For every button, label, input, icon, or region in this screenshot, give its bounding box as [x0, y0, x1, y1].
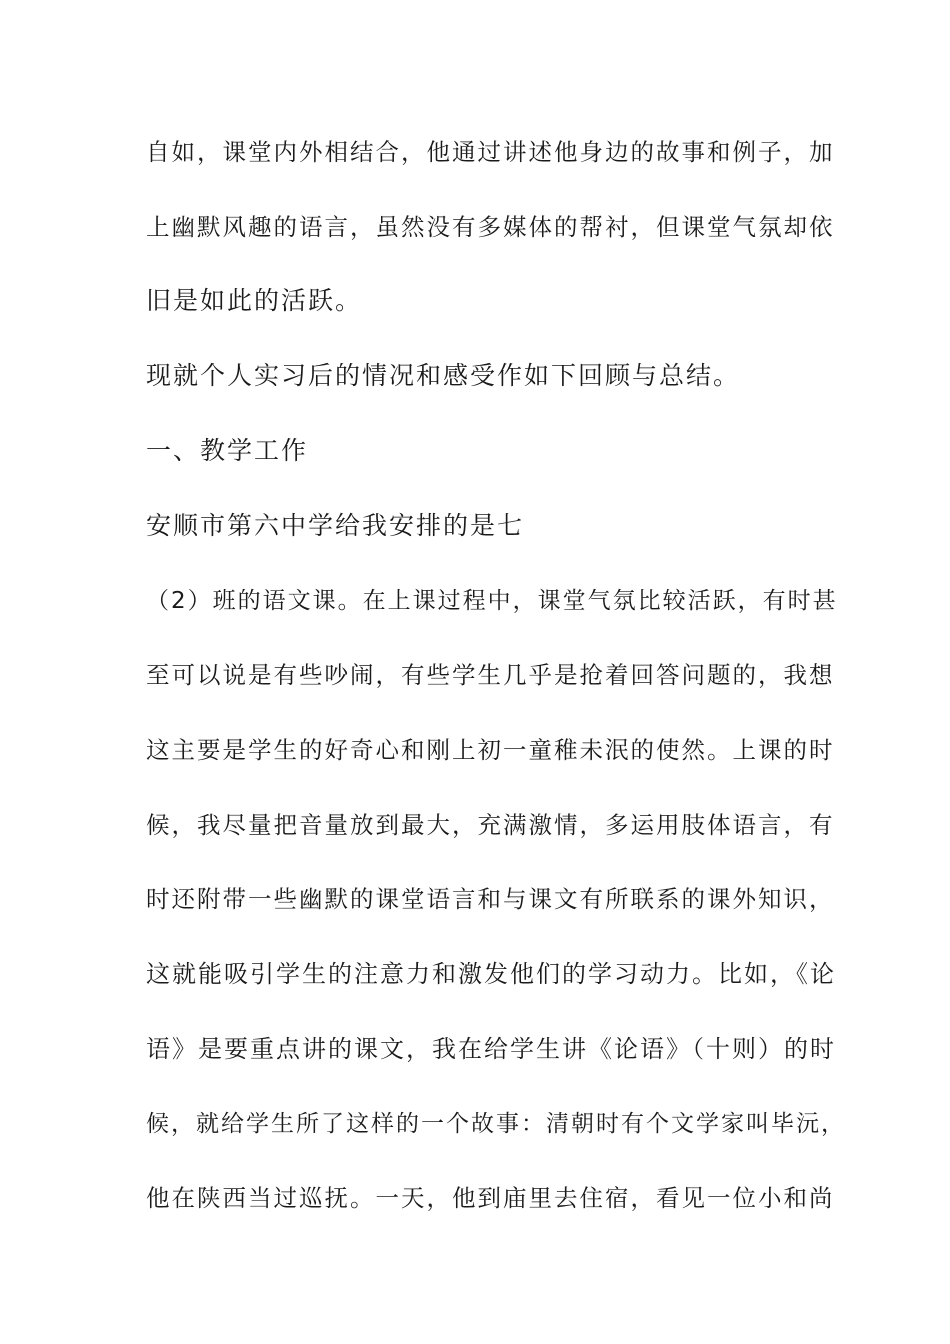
text-line: 安顺市第六中学给我安排的是七	[146, 511, 525, 540]
text-line: 现就个人实习后的情况和感受作如下回顾与总结。	[146, 361, 741, 390]
text-line: 他在陕西当过巡抚。一天，他到庙里去住宿，看见一位小和尚	[146, 1184, 835, 1212]
text-line: 这主要是学生的好奇心和刚上初一童稚未泯的使然。上课的时	[146, 736, 835, 764]
text-line: （2）班的语文课。在上课过程中，课堂气氛比较活跃，有时甚	[146, 588, 838, 614]
text-line: 时还附带一些幽默的课堂语言和与课文有所联系的课外知识，	[146, 885, 835, 913]
text-line: 至可以说是有些吵闹，有些学生几乎是抢着回答问题的，我想	[146, 661, 835, 689]
text-line: 这就能吸引学生的注意力和激发他们的学习动力。比如，《论	[146, 960, 836, 988]
section-heading: 一、教学工作	[146, 436, 309, 465]
text-line: 候，就给学生所了这样的一个故事：清朝时有个文学家叫毕沅，	[146, 1111, 846, 1137]
text-line: 语》是要重点讲的课文，我在给学生讲《论语》（十则）的时	[146, 1035, 836, 1063]
text-line: 旧是如此的活跃。	[146, 286, 363, 315]
text-line: 候，我尽量把音量放到最大，充满激情，多运用肢体语言，有	[146, 811, 835, 839]
text-line: 上幽默风趣的语言，虽然没有多媒体的帮衬，但课堂气氛却依	[146, 213, 835, 241]
text-line: 自如，课堂内外相结合，他通过讲述他身边的故事和例子，加	[146, 138, 835, 166]
